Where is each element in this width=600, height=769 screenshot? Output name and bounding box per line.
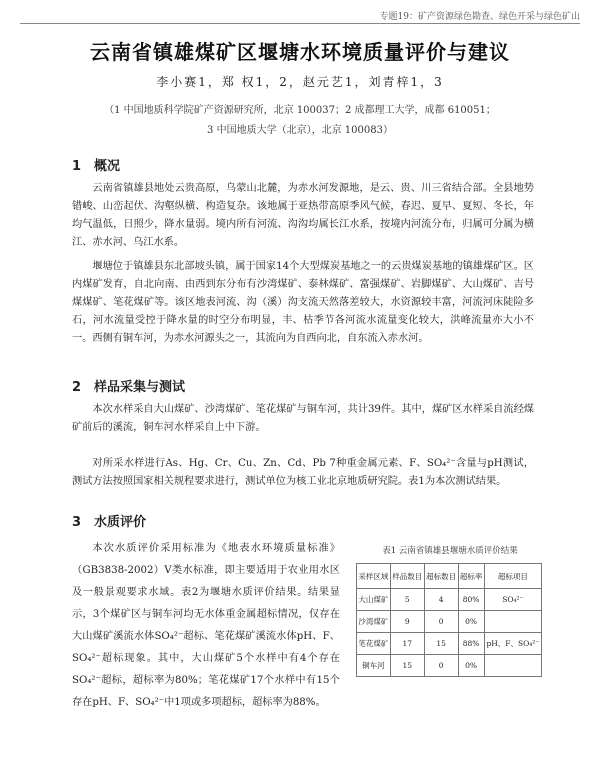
table-caption: 表1 云南省镇雄县堰塘水质评价结果: [382, 546, 518, 556]
table-header-cell: 样品数目: [390, 564, 424, 589]
table-header-row: [357, 564, 542, 589]
table-cell: SO₄²⁻: [484, 589, 541, 611]
header-rule: [20, 23, 580, 24]
table-cell: 15: [390, 655, 424, 677]
paper-title: 云南省镇雄煤矿区堰塘水环境质量评价与建议: [90, 40, 510, 64]
affiliation-line-1: （1 中国地质科学院矿产资源研究所，北京 100037；2 成都理工大学，成都 610051；: [104, 105, 496, 116]
affiliation-line-2: 3 中国地质大学（北京），北京 100083）: [207, 125, 393, 136]
section-heading-1: [72, 155, 120, 174]
section-number: 3: [72, 515, 82, 530]
running-head: 专题19：矿产资源绿色勘查、绿色开采与绿色矿山: [379, 12, 580, 22]
table-cell: 沙湾煤矿: [357, 611, 391, 633]
table-cell: 5: [390, 589, 424, 611]
table-cell: 17: [390, 633, 424, 655]
section-heading-3: [72, 511, 146, 530]
table-cell: 88%: [458, 633, 484, 655]
section-2-paragraph-1: 本次水样采自大山煤矿、沙湾煤矿、笔花煤矿与铜车河，共计39件。其中，煤矿区水样采自流经煤矿前后的溪流，铜车河水样采自上中下游。: [72, 404, 534, 433]
table-cell: 0%: [458, 655, 484, 677]
section-number: 1: [72, 159, 82, 174]
table-cell: 大山煤矿: [357, 589, 391, 611]
table-cell: 0: [424, 611, 458, 633]
table-header-cell: 超标项目: [484, 564, 541, 589]
section-title: 水质评价: [94, 515, 147, 530]
table-cell: [484, 655, 541, 677]
table-cell: 80%: [458, 589, 484, 611]
table-cell: [484, 611, 541, 633]
section-2-paragraph-2: 对所采水样进行As、Hg、Cr、Cu、Zn、Cd、Pb 7种重金属元素、F、SO₄²⁻含量与pH测试，测试方法按照国家相关规程要求进行，测试单位为核工业北京地质研究院。表1为本次测试结果。: [72, 458, 534, 487]
table-header-cell: 超标数目: [424, 564, 458, 589]
section-title: 概况: [94, 159, 121, 174]
table-row: [357, 611, 542, 633]
table-cell: 9: [390, 611, 424, 633]
water-quality-table: [356, 563, 542, 677]
table-cell: pH、F、SO₄²⁻: [484, 633, 541, 655]
section-number: 2: [72, 380, 82, 395]
table-row: [357, 589, 542, 611]
table-cell: 15: [424, 633, 458, 655]
table-row: [357, 633, 542, 655]
section-1-paragraph-1: 云南省镇雄县地处云贵高原，乌蒙山北麓，为赤水河发源地，是云、贵、川三省结合部。全县地势错峻、山峦起伏、沟壑纵横、构造复杂。该地属于亚热带高原季风气候，春迟、夏早、夏短、冬长，年均气温低，日照少，降水量弱。境内所有河流、沟沟均属长江水系，按境内河流分布，归属可分属为横江、赤水河、乌江水系。: [72, 183, 534, 248]
author-list: 李小赛1，郑 权1，2，赵元艺1，刘青梓1，3: [156, 75, 444, 89]
table-cell: 笔花煤矿: [357, 633, 391, 655]
table-cell: 0%: [458, 611, 484, 633]
table-row: [357, 655, 542, 677]
section-title: 样品采集与测试: [94, 380, 186, 395]
section-3-paragraph-1: 本次水质评价采用标准为《地表水环境质量标准》（GB3838-2002）Ⅴ类水标准，即主要适用于农业用水区及一般景观要求水域。表2为堰塘水质评价结果。结果显示，3个煤矿区与铜车河均无水体重金属超标情况，仅存在大山煤矿溪流水体SO₄²⁻超标、笔花煤矿溪流水体pH、F、SO₄²⁻超标现象。其中，大山煤矿5个水样中有4个存在SO₄²⁻超标，超标率为80%；笔花煤矿17个水样中有15个存在pH、F、SO₄²⁻中1项或多项超标，超标率为88%。: [72, 543, 340, 708]
section-heading-2: [72, 376, 185, 395]
table-cell: 4: [424, 589, 458, 611]
table-cell: 铜车河: [357, 655, 391, 677]
table-header-cell: 采样区域: [357, 564, 391, 589]
table-cell: 0: [424, 655, 458, 677]
section-1-paragraph-2: 堰塘位于镇雄县东北部坡头镇，属于国家14个大型煤炭基地之一的云贵煤炭基地的镇雄煤矿区。区内煤矿发育，自北向南、由西到东分布有沙湾煤矿、泰林煤矿、富强煤矿、岩脚煤矿、大山煤矿、吉号煤煤矿、笔花煤矿等。该区地表河流、沟（溪）沟支流天然落差较大，水资源较丰富，河流河床陡险多石，河水流量受控于降水量的时空分布明显，丰、枯季节各河流水流量变化较大，洪峰流量亦大小不一。西侧有铜车河，为赤水河源头之一，其流向为自西向北，自东流入赤水河。: [72, 261, 534, 344]
table-header-cell: 超标率: [458, 564, 484, 589]
